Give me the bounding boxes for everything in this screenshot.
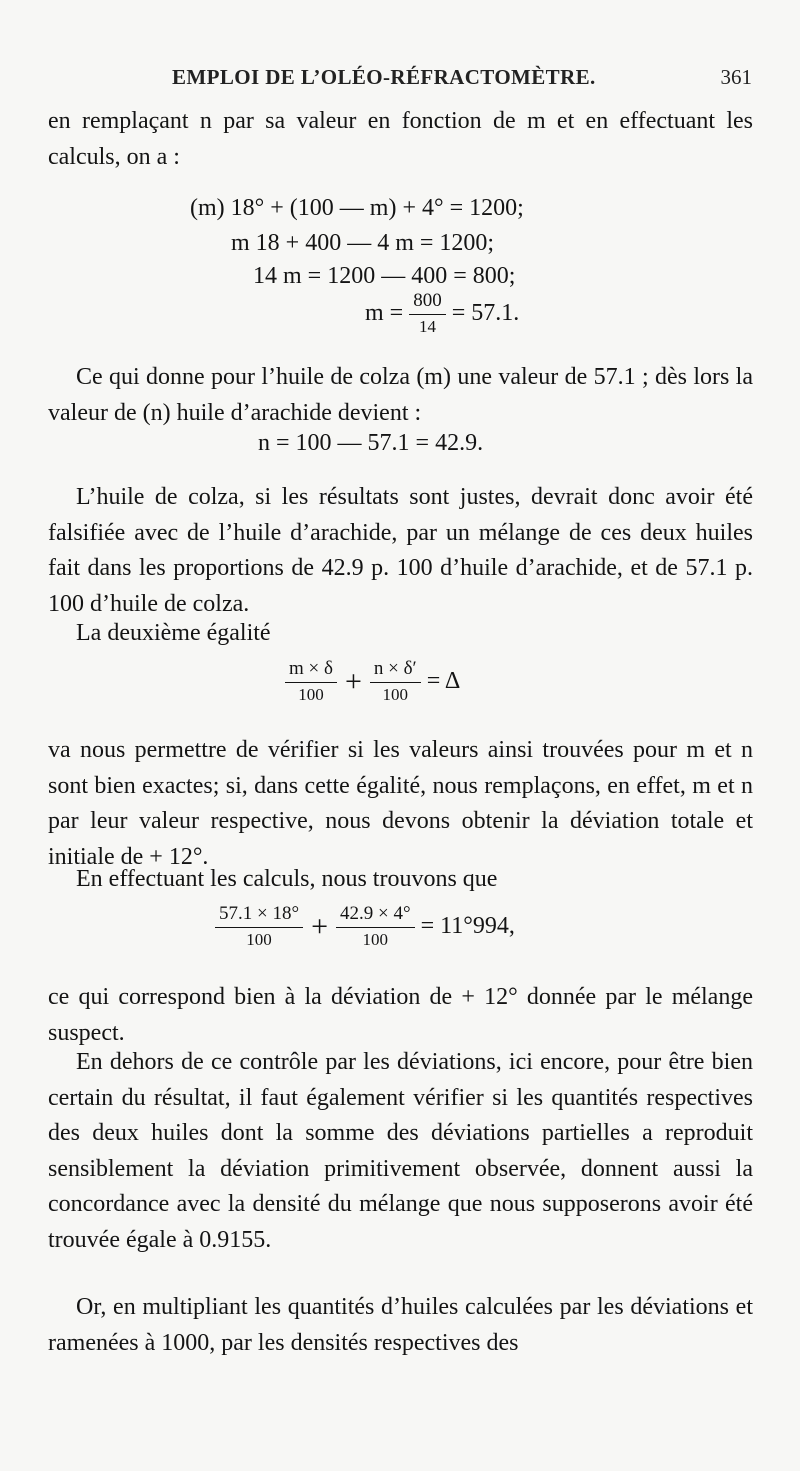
eq7-fraction-1 [215, 903, 303, 950]
eq7-denominator-2: 100 [362, 930, 389, 949]
eq4-numerator: 800 [409, 290, 446, 315]
eq4-fraction [409, 290, 446, 337]
eq7-numerator-2: 42.9 × 4° [336, 903, 415, 928]
equation-7 [215, 903, 515, 950]
eq4-left: m = [365, 300, 404, 326]
paragraph-verification: va nous permettre de vérifier si les valeurs ainsi trouvées pour m et n sont bien exactes; si, dans cette égalité, nous remplaçons, en effet, m et n par leur valeur respective, nous devons obtenir la déviation totale et initiale de + 12°. [48, 737, 753, 870]
eq6-fraction-1 [285, 658, 337, 705]
eq6-denominator-1: 100 [298, 685, 324, 704]
eq7-right: = 11°994, [420, 913, 515, 939]
page-number: 361 [720, 65, 752, 89]
paragraph-colza-value: Ce qui donne pour l’huile de colza (m) une valeur de 57.1 ; dès lors la valeur de (n) huile d’arachide devient : [48, 364, 753, 426]
eq7-plus: + [311, 909, 328, 943]
eq6-right: = Δ [426, 668, 461, 694]
eq4-right: = 57.1. [451, 300, 520, 326]
eq6-fraction-2 [370, 658, 421, 705]
equation-5: n = 100 — 57.1 = 42.9. [258, 430, 484, 456]
eq4-denominator: 14 [418, 317, 436, 336]
paragraph-correspondence: ce qui correspond bien à la déviation de + 12° donnée par le mélange suspect. [48, 984, 753, 1046]
eq7-denominator-1: 100 [246, 930, 272, 949]
paragraph-conclusion: L’huile de colza, si les résultats sont justes, devrait donc avoir été falsifiée avec de l’huile d’arachide, par un mélange de ces deux huiles fait dans les proportions de 42.9 p. 100 d’huile d’arachide, et de 57.1 p. 100 d’huile de colza. [48, 484, 753, 617]
equation-4 [365, 290, 519, 337]
eq6-numerator-1: m × δ [285, 658, 337, 683]
paragraph-intro: en remplaçant n par sa valeur en fonction de m et en effectuant les calculs, on a : [48, 108, 753, 170]
paragraph-second-equality: La deuxième égalité [76, 620, 271, 646]
eq6-denominator-2: 100 [382, 685, 409, 704]
running-header [150, 65, 752, 99]
paragraph-calculation: En effectuant les calculs, nous trouvons que [76, 866, 498, 892]
paragraph-density-check: En dehors de ce contrôle par les déviations, ici encore, pour être bien certain du résultat, il faut également vérifier si les quantités respectives des deux huiles dont la somme des déviations partielles a reproduit sensiblement la déviation primitivement observée, donnent aussi la concordance avec la densité du mélange que nous supposerons avoir été trouvée égale à 0.9155. [48, 1049, 753, 1253]
equation-6 [285, 658, 460, 705]
header-title: EMPLOI DE L’OLÉO-RÉFRACTOMÈTRE. [172, 65, 596, 89]
equation-2: m 18 + 400 — 4 m = 1200; [231, 230, 495, 256]
eq7-fraction-2 [336, 903, 415, 950]
eq6-numerator-2: n × δ′ [370, 658, 421, 683]
eq7-numerator-1: 57.1 × 18° [215, 903, 303, 928]
equation-3: 14 m = 1200 — 400 = 800; [253, 263, 516, 289]
paragraph-multiplication: Or, en multipliant les quantités d’huiles calculées par les déviations et ramenées à 1000, par les densités respectives des [48, 1294, 753, 1356]
equation-1: (m) 18° + (100 — m) + 4° = 1200; [190, 195, 524, 221]
eq6-plus: + [344, 664, 362, 698]
